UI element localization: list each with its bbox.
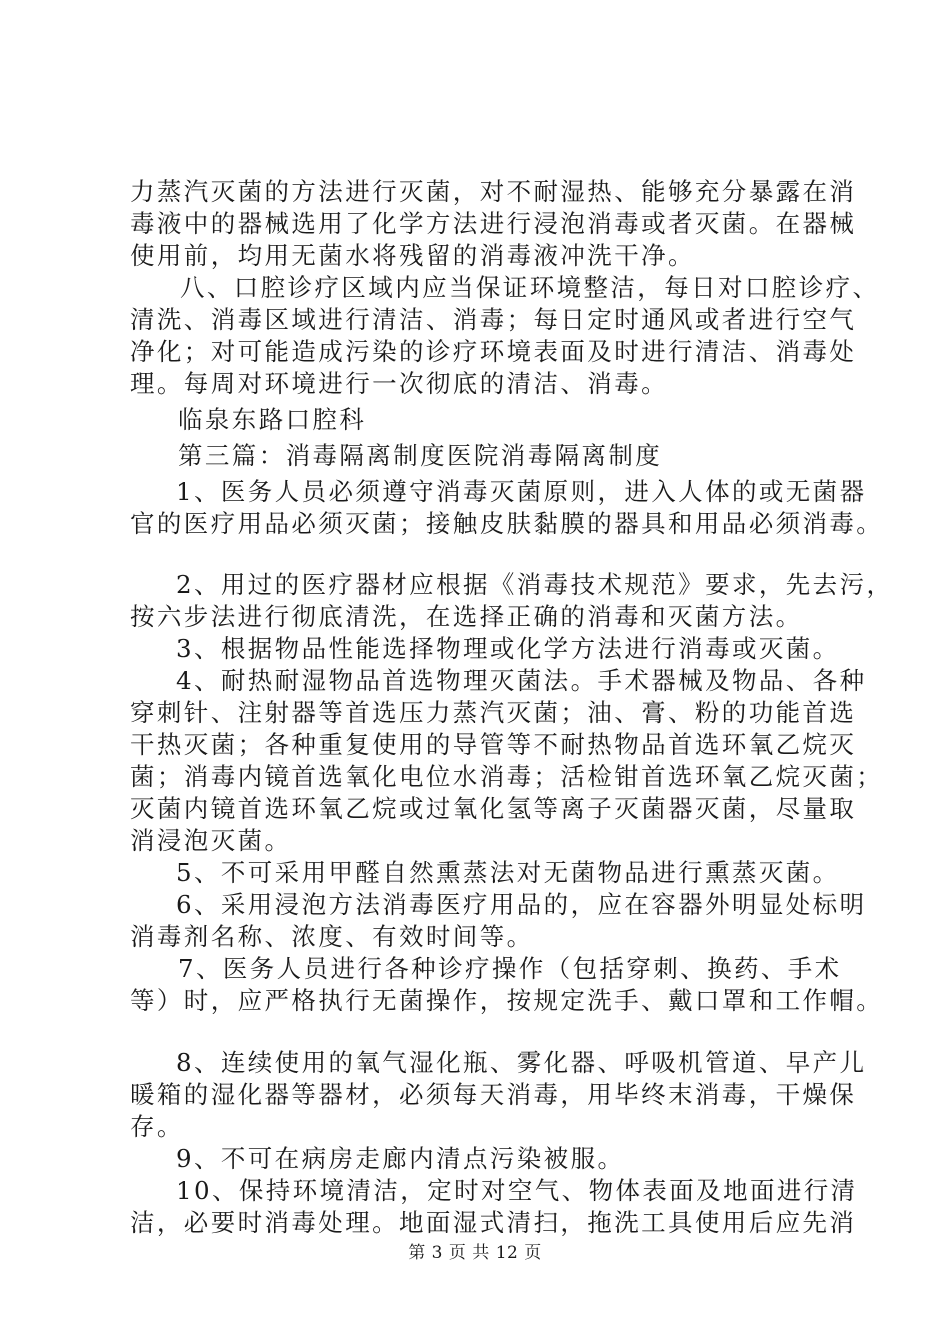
item-8-line: 8、连续使用的氧气湿化瓶、雾化器、呼吸机管道、早产儿 [176,1048,867,1077]
text-line: 力蒸汽灭菌的方法进行灭菌，对不耐湿热、能够充分暴露在消 [130,177,857,206]
text-line: 官的医疗用品必须灭菌；接触皮肤黏膜的器具和用品必须消毒。 [130,509,884,538]
item-2-line: 2、用过的医疗器材应根据《消毒技术规范》要求，先去污， [176,570,894,599]
item-1-line: 1、医务人员必须遵守消毒灭菌原则，进入人体的或无菌器 [176,477,867,506]
text-line: 穿刺针、注射器等首选压力蒸汽灭菌；油、膏、粉的功能首选 [130,698,857,727]
text-line: 洁，必要时消毒处理。地面湿式清扫，拖洗工具使用后应先消 [130,1208,857,1237]
item-9-line: 9、不可在病房走廊内清点污染被服。 [176,1144,625,1173]
text-line: 菌；消毒内镜首选氧化电位水消毒；活检钳首选环氧乙烷灭菌； [130,762,884,791]
text-line: 存。 [130,1112,184,1141]
department-name: 临泉东路口腔科 [178,405,367,434]
text-line: 净化；对可能造成污染的诊疗环境表面及时进行清洁、消毒处 [130,337,857,366]
text-line: 消浸泡灭菌。 [130,826,292,855]
text-line: 毒液中的器械选用了化学方法进行浸泡消毒或者灭菌。在器械 [130,209,857,238]
item-6-line: 6、采用浸泡方法消毒医疗用品的，应在容器外明显处标明 [176,890,867,919]
section-eight-line: 八、口腔诊疗区域内应当保证环境整洁，每日对口腔诊疗、 [180,273,880,302]
text-line: 灭菌内镜首选环氧乙烷或过氧化氢等离子灭菌器灭菌，尽量取 [130,794,857,823]
text-line: 清洗、消毒区域进行清洁、消毒；每日定时通风或者进行空气 [130,305,857,334]
text-line: 暖箱的湿化器等器材，必须每天消毒，用毕终末消毒，干燥保 [130,1080,857,1109]
section-title: 第三篇：消毒隔离制度医院消毒隔离制度 [178,441,663,470]
text-line: 等）时，应严格执行无菌操作，按规定洗手、戴口罩和工作帽。 [130,986,884,1015]
text-line: 消毒剂名称、浓度、有效时间等。 [130,922,534,951]
item-7-line: 7、医务人员进行各种诊疗操作（包括穿刺、换药、手术 [178,954,842,983]
page-number-footer: 第 3 页 共 12 页 [408,1243,542,1263]
text-line: 理。每周对环境进行一次彻底的清洁、消毒。 [130,369,668,398]
text-line: 按六步法进行彻底清洗，在选择正确的消毒和灭菌方法。 [130,602,803,631]
item-4-line: 4、耐热耐湿物品首选物理灭菌法。手术器械及物品、各种 [176,666,867,695]
item-3-line: 3、根据物品性能选择物理或化学方法进行消毒或灭菌。 [176,634,840,663]
item-5-line: 5、不可采用甲醛自然熏蒸法对无菌物品进行熏蒸灭菌。 [176,858,840,887]
text-line: 干热灭菌；各种重复使用的导管等不耐热物品首选环氧乙烷灭 [130,730,857,759]
text-line: 使用前，均用无菌水将残留的消毒液冲洗干净。 [130,241,695,270]
item-10-line: 10、保持环境清洁，定时对空气、物体表面及地面进行清 [176,1176,858,1205]
